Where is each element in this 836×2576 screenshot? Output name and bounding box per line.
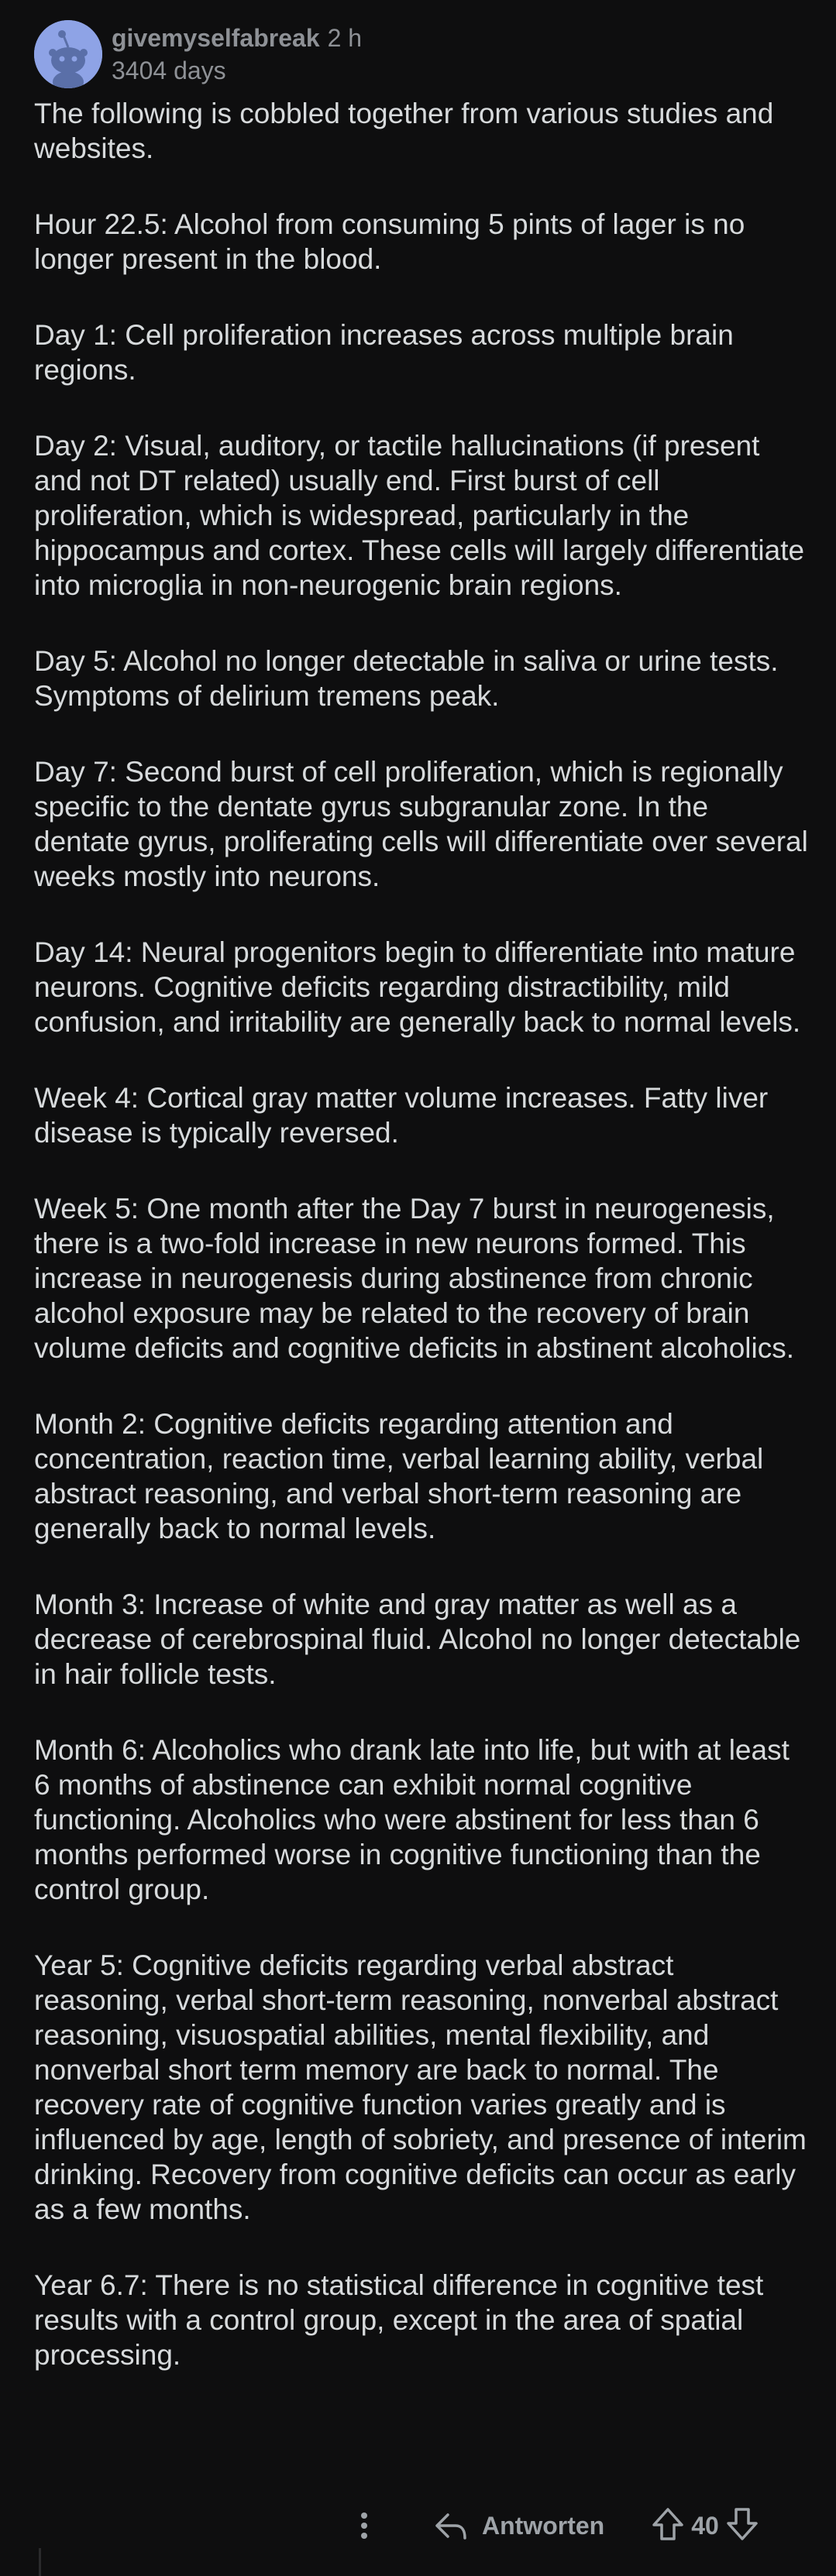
- user-flair: 3404 days: [112, 57, 226, 84]
- comment-paragraph: Month 3: Increase of white and gray matter as well as a decrease of cerebrospinal fluid. Alcohol no longer detectable in hair follicle tests.: [34, 1589, 801, 1690]
- comment-paragraph: Day 7: Second burst of cell proliferation, which is regionally specific to the dentate gyrus subgranular zone. In the dentate gyrus, proliferating cells will differentiate over several weeks mostly into neurons.: [34, 756, 808, 892]
- avatar[interactable]: [34, 20, 102, 88]
- downvote-button[interactable]: [725, 2506, 759, 2546]
- comment-body: [34, 96, 809, 2413]
- snoo-avatar-icon: [34, 20, 102, 88]
- reply-label: Antworten: [482, 2511, 605, 2540]
- comment-meta: [112, 20, 362, 87]
- comment-paragraph: Hour 22.5: Alcohol from consuming 5 pints of lager is no longer present in the blood.: [34, 208, 745, 275]
- vote-count: 40: [691, 2511, 719, 2540]
- comment-paragraph: Month 6: Alcoholics who drank late into life, but with at least 6 months of abstinence can exhibit normal cognitive functioning. Alcoholics who were abstinent for less than 6 months performed worse in cognitive functioning than the control group.: [34, 1734, 790, 1905]
- comment-actions: [341, 2499, 759, 2553]
- timestamp: 2 h: [327, 24, 363, 52]
- comment-paragraph: Day 14: Neural progenitors begin to differentiate into mature neurons. Cognitive deficits regarding distractibility, mild confusion, and irritability are generally back to normal levels.: [34, 936, 801, 1038]
- vote-controls: [651, 2506, 759, 2546]
- reply-arrow-icon: [434, 2510, 468, 2541]
- comment-paragraph: Year 6.7: There is no statistical difference in cognitive test results with a control group, except in the area of spatial processing.: [34, 2269, 764, 2371]
- upvote-button[interactable]: [651, 2506, 685, 2546]
- meta-line: [112, 22, 362, 54]
- comment-paragraph: Week 4: Cortical gray matter volume increases. Fatty liver disease is typically reversed.: [34, 1082, 769, 1149]
- comment-paragraph: Day 5: Alcohol no longer detectable in saliva or urine tests. Symptoms of delirium tremens peak.: [34, 645, 779, 712]
- comment-paragraph: Week 5: One month after the Day 7 burst in neurogenesis, there is a two-fold increase in new neurons formed. This increase in neurogenesis during abstinence from chronic alcohol exposure may be related to the recovery of brain volume deficits and cognitive deficits in abstinent alcoholics.: [34, 1193, 795, 1364]
- downvote-arrow-icon: [725, 2506, 759, 2542]
- reply-button[interactable]: [434, 2510, 604, 2541]
- comment-header: [34, 20, 362, 88]
- comment-paragraph: Day 2: Visual, auditory, or tactile hallucinations (if present and not DT related) usually end. First burst of cell proliferation, which is widespread, particularly in the hippocampus and cortex. These cells will largely differentiate into microglia in non-neurogenic brain regions.: [34, 430, 805, 601]
- comment-paragraph: Day 1: Cell proliferation increases across multiple brain regions.: [34, 319, 734, 386]
- more-options-button[interactable]: [341, 2502, 387, 2549]
- username[interactable]: givemyselfabreak: [112, 24, 320, 52]
- upvote-arrow-icon: [651, 2506, 685, 2542]
- comment-paragraph: The following is cobbled together from various studies and websites.: [34, 98, 774, 164]
- comment-paragraph: Month 2: Cognitive deficits regarding attention and concentration, reaction time, verbal learning ability, verbal abstract reasoning, and verbal short-term reasoning are generally back to normal levels.: [34, 1408, 764, 1544]
- more-vertical-icon: [360, 2512, 369, 2540]
- comment-paragraph: Year 5: Cognitive deficits regarding verbal abstract reasoning, verbal short-term reasoning, nonverbal abstract reasoning, visuospatial abilities, mental flexibility, and nonverbal short term memory are back to normal. The recovery rate of cognitive function varies greatly and is influenced by age, length of sobriety, and presence of interim drinking. Recovery from cognitive deficits can occur as early as a few months.: [34, 1949, 807, 2225]
- thread-line[interactable]: [39, 2548, 41, 2576]
